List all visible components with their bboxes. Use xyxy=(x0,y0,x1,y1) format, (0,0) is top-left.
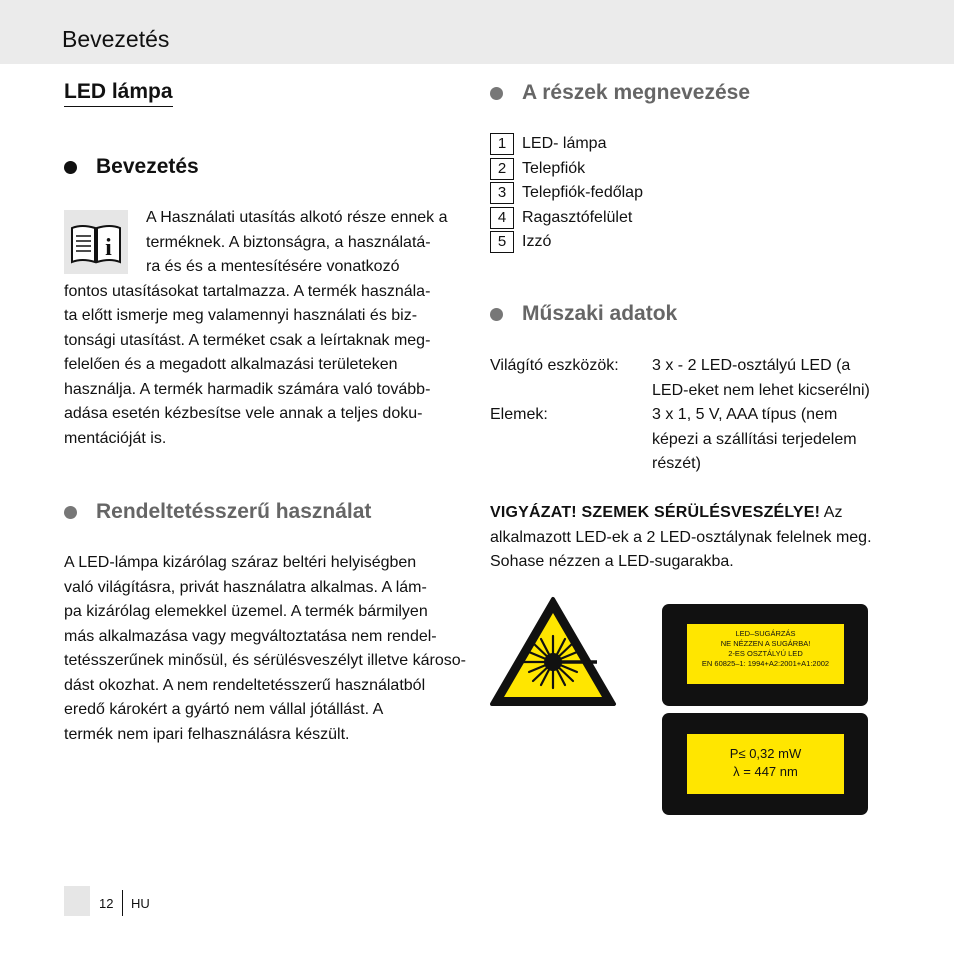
bullet-icon xyxy=(490,87,503,100)
intended-use-line: eredő károkért a gyártó nem vállal jótállást. A xyxy=(64,701,384,718)
label-line: 2-ES OSZTÁLYÚ LED xyxy=(728,649,803,658)
intended-use-line: tetésszerűnek minősül, és sérülésveszélyt illetve károso- xyxy=(64,652,466,669)
warning-line: Sohase nézzen a LED-sugarakba. xyxy=(490,553,734,570)
manual-info-icon xyxy=(64,210,128,274)
intended-use-paragraph xyxy=(64,551,466,747)
part-number-box: 2 xyxy=(490,158,514,180)
footer-divider xyxy=(122,890,123,916)
led-class-label-inner xyxy=(686,623,845,685)
label-line: P≤ 0,32 mW xyxy=(729,746,802,761)
footer-tab xyxy=(64,886,90,916)
intro-paragraph-top xyxy=(146,206,448,280)
intro-line: ra és és a mentesítésére vonatkozó xyxy=(146,258,400,275)
part-number-box: 3 xyxy=(490,182,514,204)
label-line: NE NÉZZEN A SUGÁRBA! xyxy=(720,639,811,648)
intended-use-line: való világításra, privát használatra alkalmas. A lám- xyxy=(64,578,427,596)
intended-use-line: pa kizárólag elemekkel üzemel. A termék bármilyen xyxy=(64,603,428,620)
intro-line: terméknek. A biztonságra, a használatá- xyxy=(146,233,431,251)
intro-line: A Használati utasítás alkotó része ennek a xyxy=(146,209,448,226)
label-line: EN 60825–1: 1994+A2:2001+A1:2002 xyxy=(701,659,830,668)
laser-warning-icon xyxy=(489,596,617,708)
part-label: LED- lámpa xyxy=(522,135,607,152)
product-title: LED lámpa xyxy=(64,80,173,107)
page-number: 12 xyxy=(99,896,114,911)
part-label: Ragasztófelület xyxy=(522,208,633,226)
label-line: LED–SUGÁRZÁS xyxy=(735,629,796,638)
spec-battery-label: Elemek: xyxy=(490,406,548,423)
warning-line: alkalmazott LED-ek a 2 LED-osztálynak felelnek meg. xyxy=(490,528,872,546)
part-label: Izzó xyxy=(522,233,552,250)
bullet-icon xyxy=(64,506,77,519)
label-line: λ = 447 nm xyxy=(733,764,798,779)
part-number-box: 1 xyxy=(490,133,514,155)
intro-line: tonsági utasítást. A terméket csak a leírtaknak meg- xyxy=(64,331,431,349)
intro-line: adása esetén kézbesítse vele annak a teljes doku- xyxy=(64,405,423,422)
intro-line: használja. A termék harmadik számára való tovább- xyxy=(64,380,431,398)
intro-line: mentációját is. xyxy=(64,429,167,447)
intended-use-line: A LED-lámpa kizárólag száraz beltéri helyiségben xyxy=(64,554,417,571)
bullet-icon xyxy=(64,161,77,174)
warning-bold: VIGYÁZAT! SZEMEK SÉRÜLÉSVESZÉLYE! xyxy=(490,504,821,521)
intro-line: ta előtt ismerje meg valamennyi használati és biz- xyxy=(64,307,418,324)
power-label-inner xyxy=(686,733,845,795)
intro-line: fontos utasításokat tartalmazza. A termék használa- xyxy=(64,282,431,300)
spec-battery-value: 3 x 1, 5 V, AAA típus (nem képezi a szállítási terjedelem részét) xyxy=(652,406,857,472)
led-class-label xyxy=(662,604,868,706)
intro-line: felelően és a megadott alkalmazási területeken xyxy=(64,356,398,373)
spec-light-value: 3 x - 2 LED-osztályú LED (a LED-eket nem lehet kicserélni) xyxy=(652,357,870,399)
bullet-icon xyxy=(490,308,503,321)
intro-paragraph xyxy=(64,280,430,452)
warning-paragraph: VIGYÁZAT! SZEMEK SÉRÜLÉSVESZÉLYE! Az alkalmazott LED-ek a 2 LED-osztálynak felelnek meg. Sohase nézzen a LED-sugarakba. xyxy=(490,501,872,575)
power-label xyxy=(662,713,868,815)
intended-use-line: termék nem ipari felhasználásra készült. xyxy=(64,725,350,743)
spec-light-label: Világító eszközök: xyxy=(490,357,619,374)
header-bar xyxy=(0,0,954,64)
part-label: Telepfiók-fedőlap xyxy=(522,184,643,201)
language-code: HU xyxy=(131,896,150,911)
part-label: Telepfiók xyxy=(522,159,586,177)
svg-text:i: i xyxy=(105,235,112,261)
intended-use-line: dást okozhat. A nem rendeltetésszerű használatból xyxy=(64,676,426,694)
intended-use-line: más alkalmazása vagy megváltoztatása nem rendel- xyxy=(64,627,437,645)
header-title: Bevezetés xyxy=(62,26,170,52)
part-number-box: 4 xyxy=(490,207,514,229)
part-number-box: 5 xyxy=(490,231,514,253)
